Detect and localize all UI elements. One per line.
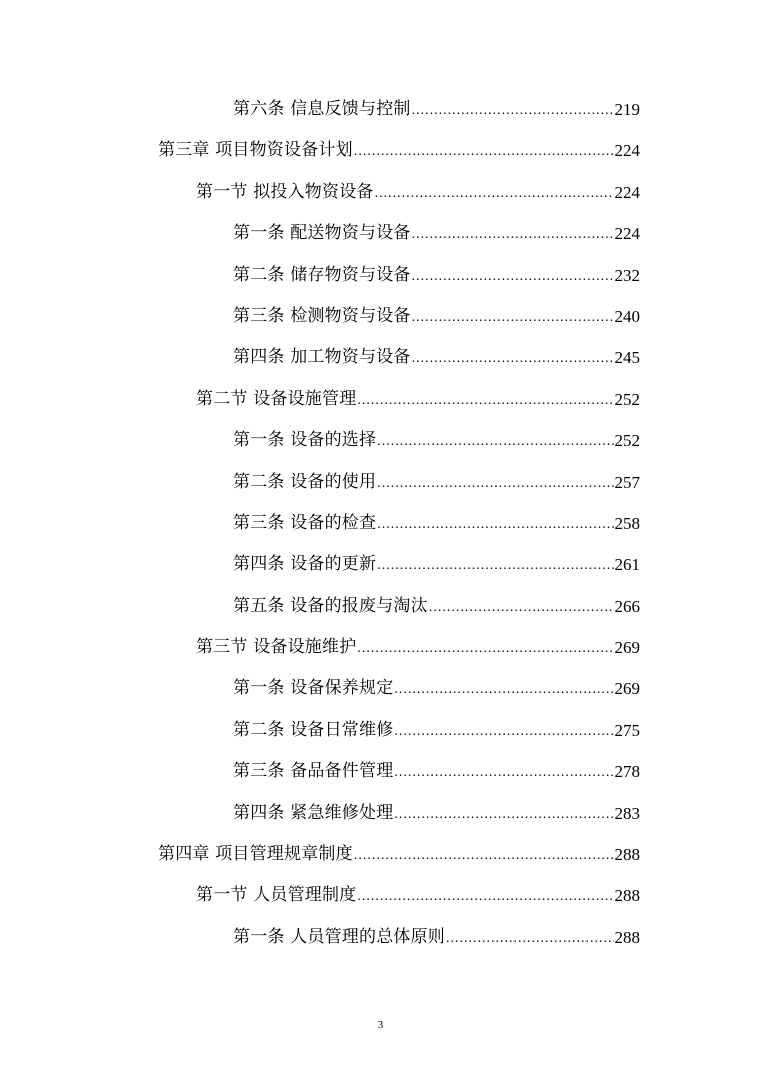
toc-entry-page: 283: [614, 803, 640, 823]
toc-entry-label: 第一条 设备保养规定: [233, 678, 394, 699]
toc-leader-dots: [394, 668, 613, 709]
toc-leader-dots: [394, 793, 613, 834]
toc-leader-dots: [357, 627, 613, 668]
toc-entry-label: 第二节 设备设施管理: [196, 388, 357, 409]
toc-entry-section[interactable]: [196, 627, 640, 668]
toc-leader-dots: [412, 213, 614, 254]
toc-entry-label: 第一条 设备的选择: [233, 430, 377, 451]
toc-entry-label: 第四章 项目管理规章制度: [158, 844, 353, 865]
toc-entry-label: 第三节 设备设施维护: [196, 637, 357, 658]
toc-entry-label: 第一节 拟投入物资设备: [196, 181, 374, 202]
toc-leader-dots: [412, 255, 614, 296]
toc-entry-article[interactable]: [233, 710, 640, 751]
toc-entry-label: 第四条 紧急维修处理: [233, 802, 394, 823]
toc-entry-label: 第五条 设备的报废与淘汰: [233, 595, 428, 616]
toc-entry-page: 266: [614, 596, 640, 616]
toc-entry-page: 269: [614, 638, 640, 658]
table-of-contents: [0, 89, 761, 958]
toc-entry-article[interactable]: [233, 668, 640, 709]
toc-leader-dots: [412, 337, 614, 378]
toc-leader-dots: [375, 172, 614, 213]
toc-entry-page: 257: [614, 472, 640, 492]
page-number: 3: [377, 1019, 384, 1031]
toc-leader-dots: [446, 917, 613, 958]
toc-entry-article[interactable]: [233, 420, 640, 461]
toc-entry-page: 224: [614, 224, 640, 244]
toc-entry-chapter[interactable]: [158, 834, 640, 875]
toc-entry-label: 第三条 备品备件管理: [233, 761, 394, 782]
toc-leader-dots: [377, 503, 613, 544]
toc-entry-article[interactable]: [233, 544, 640, 585]
toc-entry-page: 224: [614, 182, 640, 202]
toc-entry-section[interactable]: [196, 172, 640, 213]
toc-entry-page: 224: [614, 141, 640, 161]
toc-leader-dots: [412, 296, 614, 337]
toc-leader-dots: [354, 130, 614, 171]
toc-entry-label: 第二条 设备的使用: [233, 471, 377, 492]
toc-entry-label: 第二条 储存物资与设备: [233, 264, 411, 285]
toc-entry-page: 240: [614, 306, 640, 326]
toc-entry-article[interactable]: [233, 296, 640, 337]
toc-leader-dots: [429, 586, 614, 627]
toc-leader-dots: [394, 751, 613, 792]
toc-entry-article[interactable]: [233, 793, 640, 834]
toc-entry-article[interactable]: [233, 751, 640, 792]
toc-entry-label: 第一节 人员管理制度: [196, 885, 357, 906]
toc-leader-dots: [354, 834, 614, 875]
toc-entry-page: 252: [614, 389, 640, 409]
toc-entry-page: 261: [614, 555, 640, 575]
toc-entry-article[interactable]: [233, 503, 640, 544]
toc-entry-label: 第四条 设备的更新: [233, 554, 377, 575]
toc-leader-dots: [394, 710, 613, 751]
toc-leader-dots: [357, 875, 613, 916]
toc-entry-page: 269: [614, 679, 640, 699]
toc-entry-label: 第一条 人员管理的总体原则: [233, 926, 446, 947]
toc-entry-page: 288: [614, 886, 640, 906]
toc-leader-dots: [357, 379, 613, 420]
toc-leader-dots: [377, 544, 613, 585]
toc-entry-article[interactable]: [233, 337, 640, 378]
toc-entry-page: 252: [614, 431, 640, 451]
toc-entry-article[interactable]: [233, 213, 640, 254]
toc-leader-dots: [377, 462, 613, 503]
toc-entry-label: 第二条 设备日常维修: [233, 719, 394, 740]
toc-entry-article[interactable]: [233, 89, 640, 130]
toc-entry-chapter[interactable]: [158, 130, 640, 171]
toc-leader-dots: [412, 89, 614, 130]
toc-entry-page: 288: [614, 927, 640, 947]
toc-entry-label: 第三条 检测物资与设备: [233, 305, 411, 326]
toc-entry-label: 第三章 项目物资设备计划: [158, 140, 353, 161]
toc-entry-article[interactable]: [233, 462, 640, 503]
toc-leader-dots: [377, 420, 613, 461]
toc-entry-label: 第六条 信息反馈与控制: [233, 99, 411, 119]
toc-entry-article[interactable]: [233, 255, 640, 296]
toc-entry-page: 288: [614, 845, 640, 865]
toc-entry-page: 245: [614, 348, 640, 368]
toc-entry-section[interactable]: [196, 875, 640, 916]
toc-entry-label: 第一条 配送物资与设备: [233, 223, 411, 244]
toc-entry-article[interactable]: [233, 917, 640, 958]
toc-entry-page: 258: [614, 513, 640, 533]
toc-entry-section[interactable]: [196, 379, 640, 420]
toc-entry-page: 219: [614, 100, 640, 119]
toc-entry-page: 275: [614, 720, 640, 740]
toc-entry-page: 232: [614, 265, 640, 285]
toc-entry-label: 第三条 设备的检查: [233, 512, 377, 533]
toc-entry-article[interactable]: [233, 586, 640, 627]
toc-entry-label: 第四条 加工物资与设备: [233, 347, 411, 368]
toc-entry-page: 278: [614, 762, 640, 782]
